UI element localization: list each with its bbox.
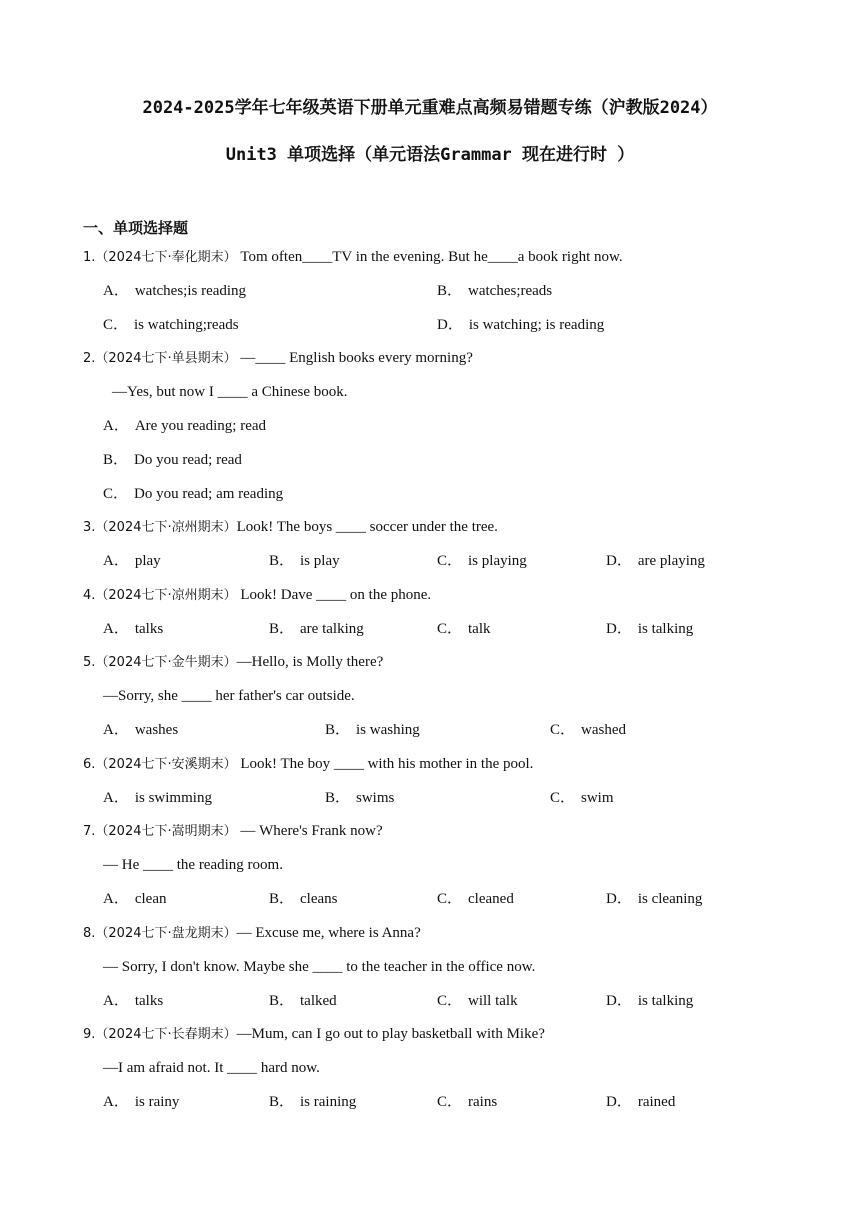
option-text: is playing <box>468 553 527 569</box>
question-text: —Hello, is Molly there? <box>236 654 384 670</box>
question-source: （2024七下·凉州期末） <box>95 588 237 603</box>
question-text-line: — He ____ the reading room. <box>103 857 283 873</box>
question-source: （2024七下·盘龙期末） <box>95 926 237 941</box>
option-d[interactable] <box>606 551 705 571</box>
option-text: clean <box>134 891 167 907</box>
option-b[interactable] <box>269 889 338 909</box>
option-a[interactable] <box>103 416 266 436</box>
question-text: Look! Dave ____ on the phone. <box>240 587 432 603</box>
question-source: （2024七下·金牛期末） <box>95 655 237 670</box>
option-label: B． <box>269 1094 295 1110</box>
question-9-stem <box>83 1024 545 1045</box>
option-text: is raining <box>300 1094 357 1110</box>
option-label: C． <box>437 1094 463 1110</box>
option-label: D． <box>606 553 632 569</box>
question-source: （2024七下·奉化期末） <box>95 250 237 265</box>
option-c[interactable] <box>103 484 283 504</box>
question-3-stem <box>83 517 498 538</box>
option-text: talk <box>468 621 491 637</box>
option-text: is rainy <box>134 1094 180 1110</box>
option-text: cleaned <box>468 891 514 907</box>
question-5-stem <box>83 652 383 673</box>
option-a[interactable] <box>103 788 212 808</box>
option-c[interactable] <box>437 1092 497 1112</box>
option-a[interactable] <box>103 991 163 1011</box>
question-2-stem <box>83 348 473 369</box>
option-text: talked <box>300 993 337 1009</box>
option-text: washes <box>134 722 179 738</box>
question-text-line: —Sorry, she ____ her father's car outside. <box>103 688 355 704</box>
option-b[interactable] <box>325 720 420 740</box>
option-text: swim <box>581 790 614 806</box>
option-label: A． <box>103 1094 129 1110</box>
option-label: C． <box>437 993 463 1009</box>
question-text: Tom often____TV in the evening. But he____a book right now. <box>240 249 623 265</box>
option-label: C． <box>437 891 463 907</box>
option-text: is watching; is reading <box>468 317 605 333</box>
option-text: rained <box>637 1094 676 1110</box>
option-text: swims <box>356 790 395 806</box>
option-text: Are you reading; read <box>134 418 267 434</box>
option-label: B． <box>269 891 295 907</box>
option-text: talks <box>134 993 164 1009</box>
question-text: —____ English books every morning? <box>240 350 473 366</box>
option-c[interactable] <box>437 551 527 571</box>
option-label: A． <box>103 418 129 434</box>
option-a[interactable] <box>103 619 163 639</box>
document-subtitle: Unit3 单项选择（单元语法Grammar 现在进行时 ） <box>225 145 635 165</box>
option-d[interactable] <box>606 889 702 909</box>
option-label: A． <box>103 722 129 738</box>
question-text-line: — Sorry, I don't know. Maybe she ____ to the teacher in the office now. <box>103 959 536 975</box>
option-a[interactable] <box>103 720 178 740</box>
question-number: 3. <box>83 520 96 535</box>
option-label: D． <box>606 993 632 1009</box>
option-label: D． <box>606 891 632 907</box>
question-1-stem <box>83 247 623 268</box>
question-number: 9. <box>83 1027 96 1042</box>
option-b[interactable] <box>325 788 394 808</box>
option-text: is watching;reads <box>134 317 239 333</box>
option-text: is talking <box>637 993 694 1009</box>
option-a[interactable] <box>103 889 166 909</box>
option-c[interactable] <box>437 991 518 1011</box>
question-text: — Excuse me, where is Anna? <box>236 925 421 941</box>
question-number: 8. <box>83 926 96 941</box>
option-text: is washing <box>356 722 420 738</box>
option-text: Do you read; read <box>134 452 242 468</box>
option-b[interactable] <box>269 619 364 639</box>
option-text: is swimming <box>134 790 212 806</box>
question-text: — Where's Frank now? <box>240 823 383 839</box>
option-b[interactable] <box>103 450 242 470</box>
question-source: （2024七下·单县期末） <box>95 351 237 366</box>
option-label: D． <box>606 621 632 637</box>
option-text: are talking <box>300 621 364 637</box>
question-source: （2024七下·安溪期末） <box>95 757 237 772</box>
option-c[interactable] <box>437 889 514 909</box>
option-label: C． <box>550 722 576 738</box>
option-label: B． <box>325 790 351 806</box>
option-label: B． <box>437 283 463 299</box>
option-text: watches;is reading <box>134 283 247 299</box>
question-source: （2024七下·嵩明期末） <box>95 824 237 839</box>
question-text: Look! The boys ____ soccer under the tree. <box>236 519 498 535</box>
option-text: is cleaning <box>637 891 703 907</box>
question-number: 2. <box>83 351 96 366</box>
option-label: B． <box>269 621 295 637</box>
question-source: （2024七下·长春期末） <box>95 1027 237 1042</box>
question-text: Look! The boy ____ with his mother in the pool. <box>240 756 534 772</box>
option-text: is talking <box>637 621 694 637</box>
option-text: will talk <box>468 993 518 1009</box>
option-label: A． <box>103 553 129 569</box>
question-text: —Mum, can I go out to play basketball with Mike? <box>236 1026 545 1042</box>
question-7-stem <box>83 821 383 842</box>
option-label: C． <box>437 553 463 569</box>
question-number: 6. <box>83 757 96 772</box>
option-a[interactable] <box>103 281 246 301</box>
option-label: C． <box>103 486 129 502</box>
option-a[interactable] <box>103 551 161 571</box>
option-label: C． <box>103 317 129 333</box>
option-text: cleans <box>300 891 338 907</box>
question-number: 5. <box>83 655 96 670</box>
option-label: D． <box>606 1094 632 1110</box>
option-c[interactable] <box>550 720 626 740</box>
option-text: Do you read; am reading <box>134 486 284 502</box>
option-label: A． <box>103 621 129 637</box>
option-text: talks <box>134 621 164 637</box>
option-b[interactable] <box>437 281 552 301</box>
option-d[interactable] <box>606 619 693 639</box>
option-b[interactable] <box>269 991 337 1011</box>
option-label: D． <box>437 317 463 333</box>
option-label: A． <box>103 993 129 1009</box>
option-label: A． <box>103 891 129 907</box>
option-b[interactable] <box>269 551 340 571</box>
option-text: are playing <box>637 553 705 569</box>
option-c[interactable] <box>550 788 614 808</box>
document-title: 2024-2025学年七年级英语下册单元重难点高频易错题专练（沪教版2024） <box>142 98 718 118</box>
option-a[interactable] <box>103 1092 179 1112</box>
question-source: （2024七下·凉州期末） <box>95 520 237 535</box>
option-text: is play <box>300 553 340 569</box>
option-label: B． <box>269 993 295 1009</box>
option-c[interactable] <box>437 619 491 639</box>
question-6-stem <box>83 754 533 775</box>
option-text: play <box>134 553 161 569</box>
question-4-stem <box>83 585 431 606</box>
question-8-stem <box>83 923 421 944</box>
option-label: C． <box>550 790 576 806</box>
option-label: B． <box>269 553 295 569</box>
option-d[interactable] <box>606 1092 675 1112</box>
question-number: 7. <box>83 824 96 839</box>
question-number: 1. <box>83 250 96 265</box>
option-text: washed <box>581 722 627 738</box>
option-label: B． <box>103 452 129 468</box>
option-text: rains <box>468 1094 498 1110</box>
option-label: A． <box>103 283 129 299</box>
option-text: watches;reads <box>468 283 553 299</box>
option-b[interactable] <box>269 1092 356 1112</box>
question-text-line: —Yes, but now I ____ a Chinese book. <box>112 384 348 400</box>
option-label: A． <box>103 790 129 806</box>
section-heading: 一、单项选择题 <box>83 219 189 237</box>
question-text-line: —I am afraid not. It ____ hard now. <box>103 1060 320 1076</box>
option-label: C． <box>437 621 463 637</box>
question-number: 4. <box>83 588 96 603</box>
option-d[interactable] <box>437 315 604 335</box>
option-d[interactable] <box>606 991 693 1011</box>
option-label: B． <box>325 722 351 738</box>
option-c[interactable] <box>103 315 239 335</box>
